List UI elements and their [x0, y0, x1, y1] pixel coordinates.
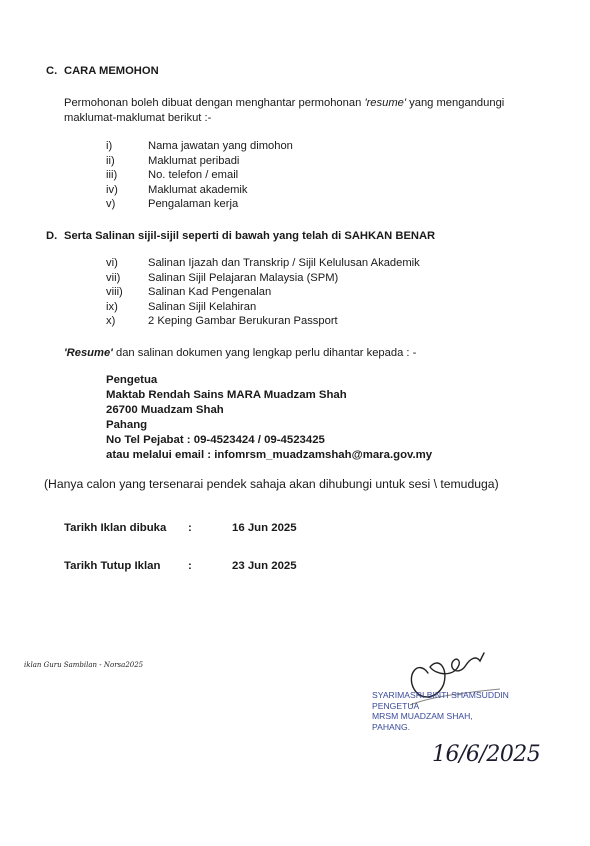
signatory-state: PAHANG.	[372, 721, 411, 732]
list-item-number: ii)	[106, 154, 115, 167]
date-open-value: 16 Jun 2025	[232, 522, 297, 534]
address-email: atau melalui email : infomrsm_muadzamshah@mara.gov.my	[106, 449, 433, 461]
list-item-number: i)	[106, 140, 113, 152]
list-item-text: Pengalaman kerja	[148, 198, 239, 210]
list-item-text: Salinan Ijazah dan Transkrip / Sijil Kelulusan Akademik	[148, 257, 420, 269]
list-item-text: Nama jawatan yang dimohon	[148, 140, 293, 152]
date-close-separator: :	[188, 560, 192, 572]
signatory-title: PENGETUA	[372, 700, 420, 711]
section-c-title: CARA MEMOHON	[64, 65, 159, 77]
section-c-list	[106, 139, 293, 212]
section-d-title: Serta Salinan sijil-sijil seperti di bawah yang telah di SAHKAN BENAR	[64, 230, 436, 242]
list-item	[106, 197, 293, 212]
list-item	[106, 271, 420, 286]
list-item-number: viii)	[106, 286, 123, 298]
list-item-text: Maklumat akademik	[148, 183, 248, 196]
list-item-text: Salinan Sijil Kelahiran	[148, 300, 257, 313]
list-item	[106, 154, 293, 169]
list-item	[106, 139, 293, 154]
send-rest-text: dan salinan dokumen yang lengkap perlu dihantar kepada : -	[112, 347, 417, 359]
list-item	[106, 168, 293, 183]
list-item	[106, 256, 420, 271]
address-line-1: Pengetua	[106, 374, 158, 386]
handwritten-date: 16/6/2025	[432, 742, 541, 767]
send-resume-bold: 'Resume'	[64, 347, 113, 359]
date-close-label: Tarikh Tutup Iklan	[64, 560, 161, 572]
date-open-separator: :	[188, 522, 192, 534]
address-line-3: 26700 Muadzam Shah	[106, 404, 224, 416]
list-item-text: Maklumat peribadi	[148, 154, 240, 167]
intro-line-1	[64, 96, 504, 111]
list-item	[106, 285, 420, 300]
send-instruction	[64, 346, 416, 361]
section-d-list	[106, 256, 420, 329]
date-open-row	[64, 522, 297, 560]
signatory-name: SYARIMASRI BINTI SHAMSUDDIN	[372, 690, 509, 700]
list-item-number: iii)	[106, 169, 118, 181]
list-item-text: No. telefon / email	[148, 169, 239, 181]
date-close-value: 23 Jun 2025	[232, 560, 297, 572]
section-c-letter: C.	[46, 65, 58, 77]
date-close-row	[64, 560, 297, 572]
intro-text-after: yang mengandungi	[406, 97, 505, 109]
signatory-org: MRSM MUADZAM SHAH,	[372, 711, 473, 721]
list-item-number: ix)	[106, 300, 118, 313]
address-line-4: Pahang	[106, 419, 148, 431]
list-item-number: vi)	[106, 257, 118, 269]
intro-text-before: Permohonan boleh dibuat dengan menghantar permohonan	[64, 97, 365, 109]
address-block	[106, 373, 432, 463]
section-c-intro	[64, 96, 504, 125]
signatory-stamp	[372, 690, 509, 732]
address-line-2: Maktab Rendah Sains MARA Muadzam Shah	[106, 389, 347, 401]
address-phone: No Tel Pejabat : 09-4523424 / 09-4523425	[106, 434, 325, 446]
intro-line-2: maklumat-maklumat berikut :-	[64, 111, 212, 124]
list-item-number: iv)	[106, 183, 118, 196]
intro-resume-italic: 'resume'	[364, 97, 407, 109]
list-item-text: 2 Keping Gambar Berukuran Passport	[148, 315, 338, 327]
list-item-text: Salinan Sijil Pelajaran Malaysia (SPM)	[148, 271, 339, 284]
shortlist-notice: (Hanya calon yang tersenarai pendek sahaja akan dihubungi untuk sesi \ temuduga)	[44, 477, 499, 491]
section-d-letter: D.	[46, 230, 58, 242]
list-item-text: Salinan Kad Pengenalan	[148, 286, 272, 298]
list-item	[106, 314, 420, 329]
date-open-label: Tarikh Iklan dibuka	[64, 522, 167, 534]
footer-note: iklan Guru Sambilan - Norsa2025	[24, 661, 144, 669]
dates-block	[64, 522, 297, 572]
list-item	[106, 300, 420, 315]
list-item-number: x)	[106, 315, 116, 327]
list-item-number: vii)	[106, 271, 121, 284]
list-item	[106, 183, 293, 198]
list-item-number: v)	[106, 198, 116, 210]
